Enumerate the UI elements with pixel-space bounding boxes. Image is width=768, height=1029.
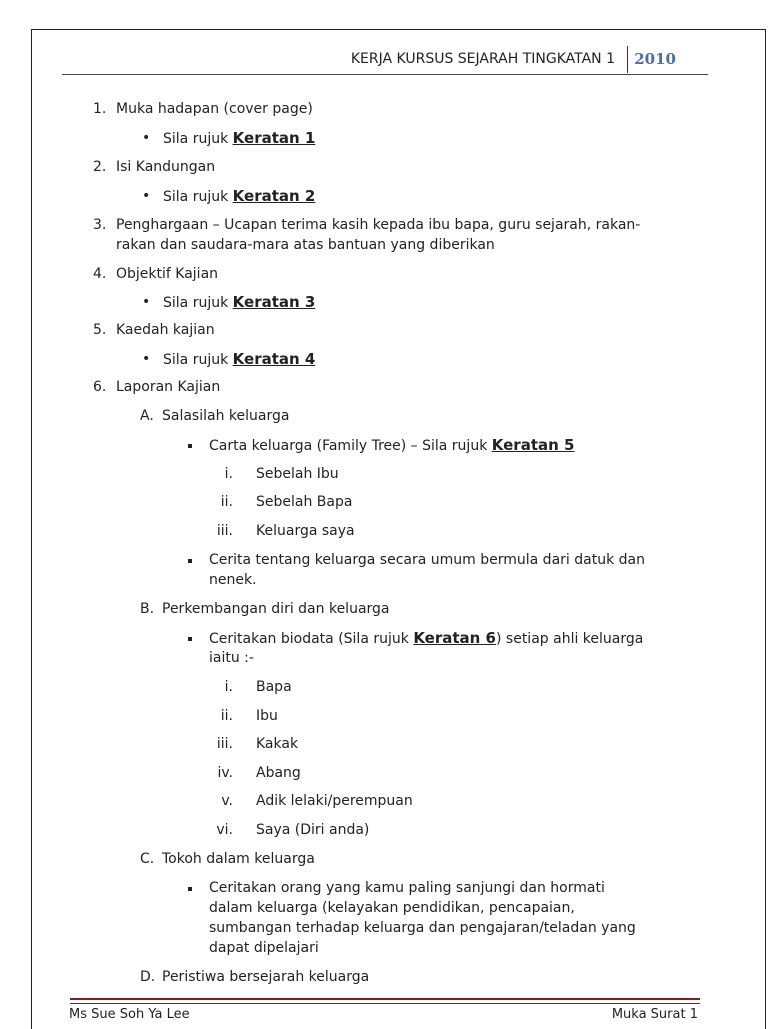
keratan-5-link[interactable]: Keratan 5 bbox=[491, 436, 575, 454]
bullet-text: Carta keluarga (Family Tree) – Sila rujuk Keratan 5 bbox=[209, 436, 575, 454]
roman-numeral: iii. bbox=[216, 523, 233, 539]
item-number: 2. bbox=[93, 159, 107, 175]
header-rule bbox=[62, 74, 708, 75]
keratan-3-link[interactable]: Keratan 3 bbox=[232, 293, 316, 311]
item-number: 1. bbox=[93, 101, 107, 117]
item-number: 3. bbox=[93, 217, 107, 233]
footer-rule-thin bbox=[70, 1003, 700, 1004]
item-text: Laporan Kajian bbox=[116, 379, 221, 395]
sub-item: Ibu bbox=[256, 708, 278, 724]
bullet-text: Ceritakan biodata (Sila rujuk Keratan 6) setiap ahli keluarga bbox=[209, 629, 644, 647]
section-letter: A. bbox=[140, 408, 154, 424]
sub-item: Sebelah Bapa bbox=[256, 494, 353, 510]
item-text: Objektif Kajian bbox=[116, 266, 219, 282]
header-divider bbox=[627, 46, 628, 73]
roman-numeral: i. bbox=[224, 466, 233, 482]
square-bullet bbox=[188, 637, 192, 641]
reference-line: Sila rujuk Keratan 2 bbox=[163, 187, 316, 205]
item-text: Penghargaan – Ucapan terima kasih kepada ibu bapa, guru sejarah, rakan- bbox=[116, 217, 641, 233]
keratan-2-link[interactable]: Keratan 2 bbox=[232, 187, 316, 205]
roman-numeral: i. bbox=[224, 679, 233, 695]
square-bullet bbox=[188, 559, 192, 563]
keratan-4-link[interactable]: Keratan 4 bbox=[232, 350, 316, 368]
sub-item: Kakak bbox=[256, 736, 299, 752]
item-number: 4. bbox=[93, 266, 107, 282]
sub-item: Abang bbox=[256, 765, 301, 781]
section-title: Peristiwa bersejarah keluarga bbox=[162, 969, 370, 985]
bullet-dot: • bbox=[142, 130, 151, 146]
item-text: Muka hadapan (cover page) bbox=[116, 101, 313, 117]
bullet-text-cont: nenek. bbox=[209, 572, 257, 588]
header-year: 2010 bbox=[634, 50, 676, 68]
roman-numeral: iv. bbox=[217, 765, 233, 781]
bullet-text-cont: dalam keluarga (kelayakan pendidikan, pencapaian, bbox=[209, 900, 575, 916]
header-title: KERJA KURSUS SEJARAH TINGKATAN 1 bbox=[350, 51, 615, 67]
reference-line: Sila rujuk Keratan 1 bbox=[163, 129, 316, 147]
roman-numeral: ii. bbox=[220, 708, 233, 724]
item-text-cont: rakan dan saudara-mara atas bantuan yang diberikan bbox=[116, 237, 495, 253]
bullet-text: Cerita tentang keluarga secara umum bermula dari datuk dan bbox=[209, 552, 645, 568]
section-letter: C. bbox=[140, 851, 155, 867]
roman-numeral: vi. bbox=[216, 822, 233, 838]
roman-numeral: iii. bbox=[216, 736, 233, 752]
sub-item: Adik lelaki/perempuan bbox=[256, 793, 413, 809]
item-text: Isi Kandungan bbox=[116, 159, 216, 175]
footer-author: Ms Sue Soh Ya Lee bbox=[69, 1007, 190, 1022]
bullet-text-cont: iaitu :- bbox=[209, 650, 254, 666]
reference-line: Sila rujuk Keratan 3 bbox=[163, 293, 316, 311]
keratan-1-link[interactable]: Keratan 1 bbox=[232, 129, 316, 147]
section-letter: B. bbox=[140, 601, 155, 617]
section-letter: D. bbox=[140, 969, 156, 985]
sub-item: Saya (Diri anda) bbox=[256, 822, 370, 838]
footer-rule-thick bbox=[70, 998, 700, 1000]
square-bullet bbox=[188, 887, 192, 891]
bullet-text-cont: dapat dipelajari bbox=[209, 940, 319, 956]
keratan-6-link[interactable]: Keratan 6 bbox=[413, 629, 496, 647]
item-text: Kaedah kajian bbox=[116, 322, 215, 338]
sub-item: Sebelah Ibu bbox=[256, 466, 339, 482]
bullet-dot: • bbox=[142, 188, 151, 204]
bullet-dot: • bbox=[142, 294, 151, 310]
sub-item: Keluarga saya bbox=[256, 523, 355, 539]
bullet-text: Ceritakan orang yang kamu paling sanjungi dan hormati bbox=[209, 880, 605, 896]
item-number: 5. bbox=[93, 322, 107, 338]
item-number: 6. bbox=[93, 379, 107, 395]
section-title: Perkembangan diri dan keluarga bbox=[162, 601, 390, 617]
section-title: Tokoh dalam keluarga bbox=[162, 851, 315, 867]
sub-item: Bapa bbox=[256, 679, 292, 695]
square-bullet bbox=[188, 444, 192, 448]
roman-numeral: v. bbox=[221, 793, 233, 809]
page-header bbox=[62, 49, 708, 75]
footer-page-number: Muka Surat 1 bbox=[611, 1007, 698, 1022]
reference-line: Sila rujuk Keratan 4 bbox=[163, 350, 316, 368]
bullet-text-cont: sumbangan terhadap keluarga dan pengajaran/teladan yang bbox=[209, 920, 636, 936]
section-title: Salasilah keluarga bbox=[162, 408, 290, 424]
roman-numeral: ii. bbox=[220, 494, 233, 510]
bullet-dot: • bbox=[142, 351, 151, 367]
